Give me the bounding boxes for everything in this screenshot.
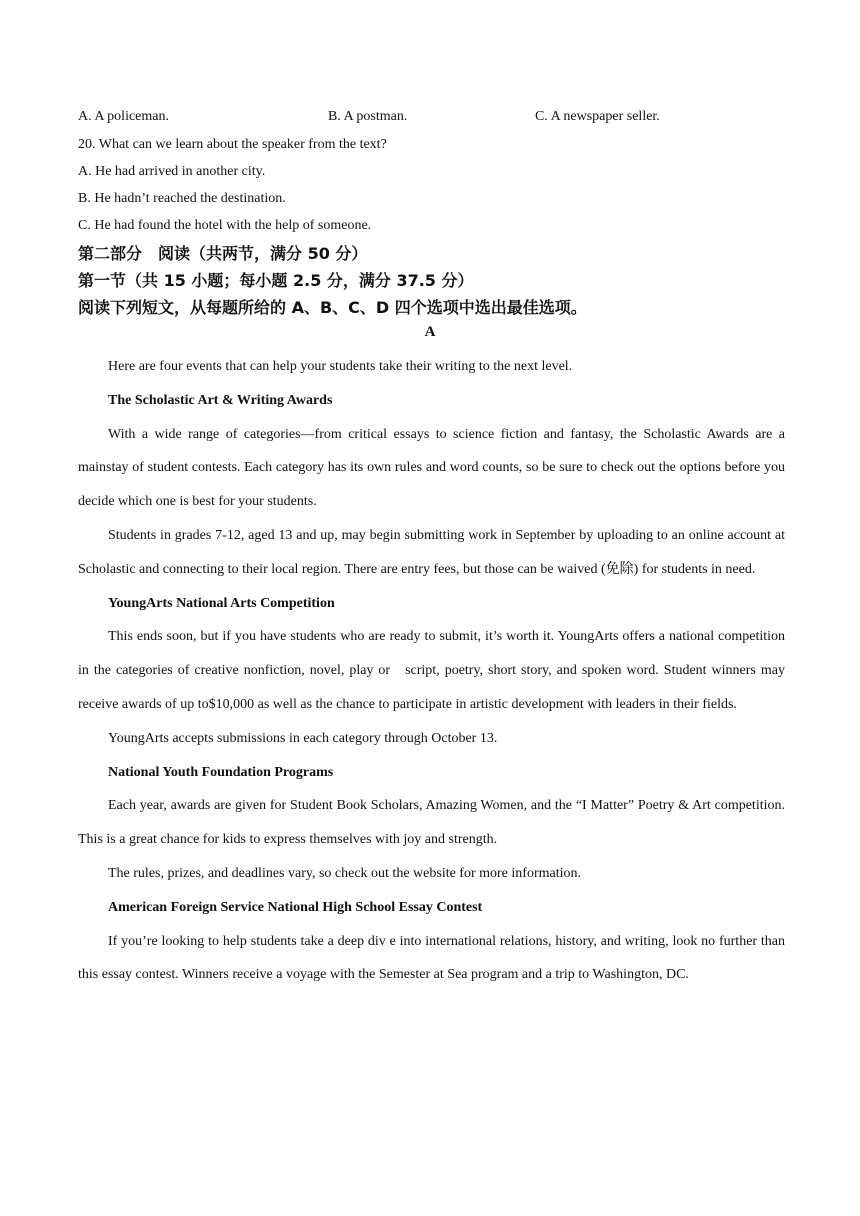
part2-heading: 第二部分 阅读（共两节，满分 50 分） [78,244,368,263]
reading-instruction: 阅读下列短文，从每题所给的 A、B、C、D 四个选项中选出最佳选项。 [78,298,587,317]
q19-option-a: A. A policeman. [78,109,169,124]
event2-paragraph-1: This ends soon, but if you have students who are ready to submit, it’s worth it. YoungArts offers a national competition in the categories of creative nonfiction, novel, play or script, poetry, short story, and spoken word. Student winners may receive awards of up to$10,000 as well as the chance to participate in artistic development with leaders in their fields. [78,629,785,712]
event3-paragraph-2: The rules, prizes, and deadlines vary, so check out the website for more information. [108,865,581,881]
q19-option-c: C. A newspaper seller. [535,109,660,124]
q20-option-b: B. He hadn’t reached the destination. [78,191,286,206]
section1-heading: 第一节（共 15 小题；每小题 2.5 分，满分 37.5 分） [78,271,474,290]
event1-title: The Scholastic Art & Writing Awards [108,392,333,408]
event2-title: YoungArts National Arts Competition [108,595,335,611]
event4-title: American Foreign Service National High School Essay Contest [108,899,483,915]
passage-label: A [424,324,436,340]
passage-intro: Here are four events that can help your students take their writing to the next level. [108,359,573,374]
q20-stem: 20. What can we learn about the speaker from the text? [78,137,387,152]
q20-option-a: A. He had arrived in another city. [78,164,266,179]
event1-paragraph-1: With a wide range of categories—from critical essays to science fiction and fantasy, the Scholastic Awards are a mainstay of student contests. Each category has its own rules and word counts, so be sure to check out the options before you decide which one is best for your students. [78,426,785,510]
event2-paragraph-2: YoungArts accepts submissions in each category through October 13. [108,730,498,746]
event3-title: National Youth Foundation Programs [108,764,334,780]
event1-paragraph-2: Students in grades 7-12, aged 13 and up, may begin submitting work in September by uploading to an online account at Scholastic and connecting to their local region. There are entry fees, but those can be waived (免除) for students in need. [78,527,785,577]
event3-paragraph-1: Each year, awards are given for Student Book Scholars, Amazing Women, and the “I Matter” Poetry & Art competition. This is a great chance for kids to express themselves with joy and strength. [78,798,785,848]
passage-body [78,350,785,992]
q19-option-b: B. A postman. [328,109,408,124]
q20-option-c: C. He had found the hotel with the help of someone. [78,218,372,233]
event4-paragraph-1: If you’re looking to help students take a deep div e into international relations, history, and writing, look no further than this essay contest. Winners receive a voyage with the Semester at Sea program and a trip to Washington, DC. [78,933,785,983]
